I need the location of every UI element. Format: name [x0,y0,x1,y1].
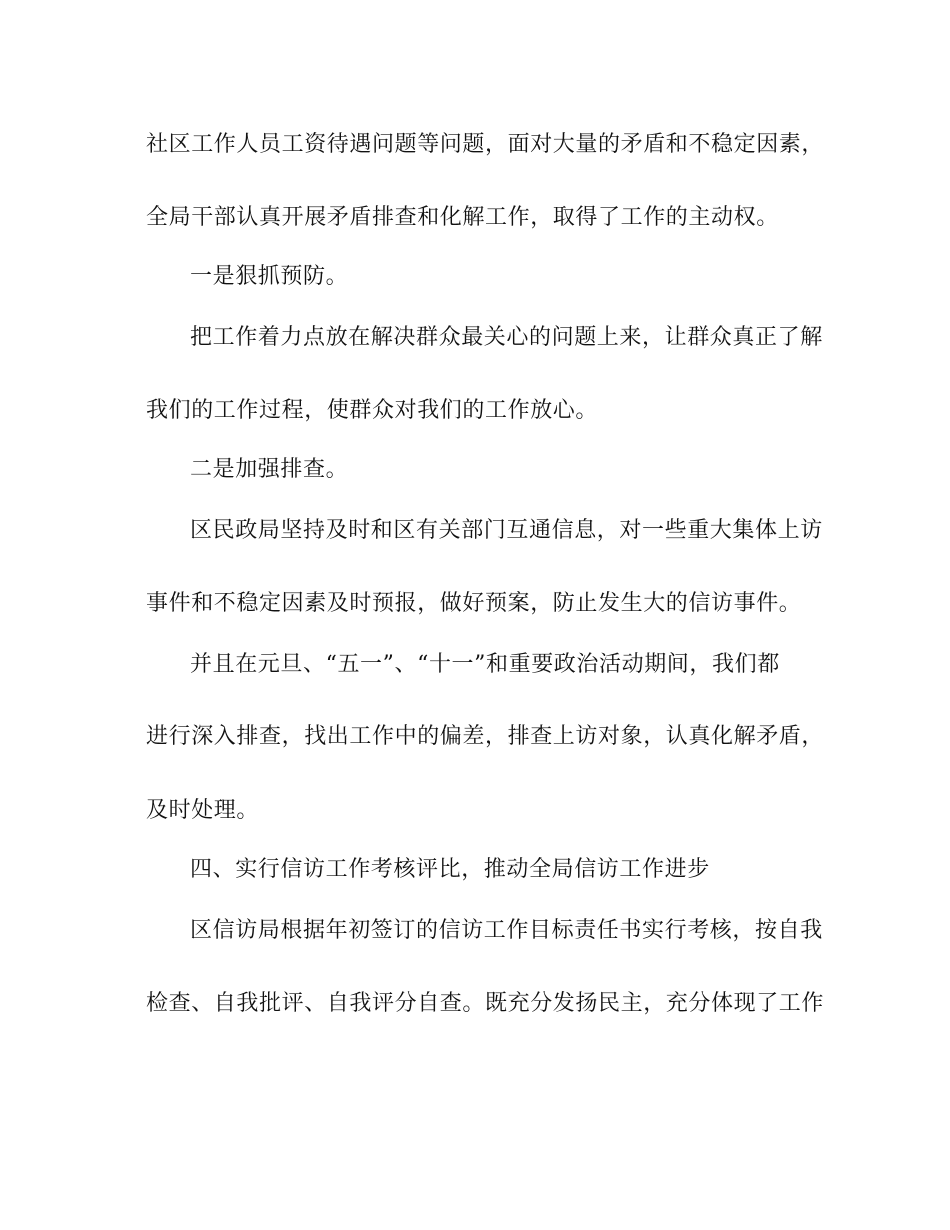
text-line-2: 全局干部认真开展矛盾排查和化解工作，取得了工作的主动权。 [146,205,779,230]
text-line-7: 区民政局坚持及时和区有关部门互通信息，对一些重大集体上访 [190,518,823,543]
subheading-inspection: 二是加强排查。 [190,457,349,482]
section-heading-four: 四、实行信访工作考核评比，推动全局信访工作进步 [190,857,710,882]
text-line-4: 把工作着力点放在解决群众最关心的问题上来，让群众真正了解 [190,325,823,350]
text-line-10: 进行深入排查，找出工作中的偏差，排查上访对象，认真化解矛盾， [146,724,825,749]
text-line-11: 及时处理。 [146,798,260,823]
subheading-prevention: 一是狠抓预防。 [190,264,349,289]
text-line-1: 社区工作人员工资待遇问题等问题，面对大量的矛盾和不稳定因素， [146,132,825,157]
text-line-13: 区信访局根据年初签订的信访工作目标责任书实行考核，按自我 [190,918,823,943]
text-line-5: 我们的工作过程，使群众对我们的工作放心。 [146,398,599,423]
text-line-9: 并且在元旦、“五一”、“十一”和重要政治活动期间，我们都 [190,652,780,677]
text-line-14: 检查、自我批评、自我评分自查。既充分发扬民主，充分体现了工作 [146,991,825,1016]
text-line-8: 事件和不稳定因素及时预报，做好预案，防止发生大的信访事件。 [146,591,802,616]
